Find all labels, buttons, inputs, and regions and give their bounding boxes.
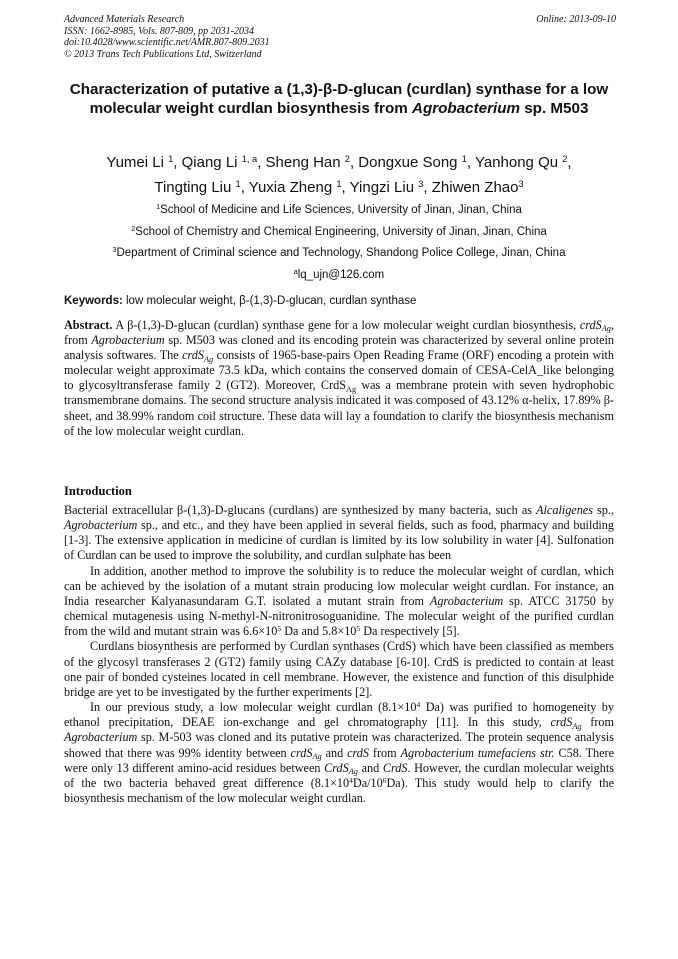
author: Dongxue Song (358, 154, 458, 171)
corresponding-email: $^a$lq_ujn@126.com (293, 267, 385, 281)
abstract: Abstract. A β-(1,3)-D-glucan (curdlan) synthase gene for a low molecular weight curdlan biosynthesis, crdS$_{Ag}$, from Agrobacterium sp. M503 was cloned and its encoding protein was characterized by several online protein analysis softwares. The crdS$_{Ag}$ consists of 1965-base-pairs Open Reading Frame (ORF) encoding a protein with molecular weight approximate 73.5 kDa, which contains the conserved domain of CESA-CelA_like belonging to glycosyltransferase family 2 (GT2). Moreover, CrdS$_{Ag}$ was a membrane protein with seven hydrophobic transmembrane domains. The second structure analysis indicated it was composed of 43.12% α-helix, 17.89% β-sheet, and 38.99% random coil structure. These data will lay a foundation to clarify the biosynthesis mechanism of the low molecular weight curdlan. (64, 318, 614, 438)
affiliation-2: $^2$School of Chemistry and Chemical Engineering, University of Jinan, Jinan, China (131, 224, 547, 238)
doi-line: doi:10.4028/www.scientific.net/AMR.807-809.2031 (64, 37, 270, 48)
affiliations (60, 200, 618, 286)
journal-name: Advanced Materials Research (64, 14, 185, 25)
author: Yuxia Zheng (248, 179, 333, 196)
author: Sheng Han (265, 154, 341, 171)
paragraph: In addition, another method to improve the solubility is to reduce the molecular weight of curdlan, which can be achieved by the isolation of a mutant strain producing low molecular weight curdlan. For instance, an India researcher Kalyanasundaram G.T. isolated a mutant strain from Agrobacterium sp. ATCC 31750 by chemical mutagenesis using N-methyl-N-nitronitrosoguanidine. The molecular weight of the purified curdlan from the wild and mutant strain was $6.6\times 10^5$ Da and $5.8\times 10^5$ Da respectively [5]. (64, 563, 614, 639)
introduction-body (64, 503, 614, 806)
paper-title: Characterization of putative a (1,3)-β-D-glucan (curdlan) synthase for a low molecular weight curdlan biosynthesis from Agrobacterium sp. M503 (69, 81, 609, 117)
issn-line: ISSN: 1662-8985, Vols. 807-809, pp 2031-2034 (64, 25, 254, 37)
section-heading-introduction: Introduction (64, 484, 132, 498)
author: Yanhong Qu (474, 154, 559, 171)
paragraph: Curdlans biosynthesis are performed by Curdlan synthases (CrdS) which have been classified as members of the glycosyl transferases 2 (GT2) family using CAZy database [6-10]. CrdS is predicted to contain at least one pair of bonded cysteines located in cell membrane. However, the existence and function of this disulphide bridge are yet to be investigated by the further experiments [2]. (64, 639, 614, 699)
author: Tingting Liu (154, 179, 232, 196)
paragraph: In our previous study, a low molecular weight curdlan ($8.1\times 10^4$ Da) was purified to homogeneity by ethanol precipitation, DEAE ion-exchange and gel chromatography [11]. In this study, crdS$_{Ag}$ from Agrobacterium sp. M-503 was cloned and its putative protein was characterized. The protein sequence analysis showed that there was 99% identity between crdS$_{Ag}$ and crdS from Agrobacterium tumefaciens str. C58. There were only 13 different amino-acid residues between CrdS$_{Ag}$ and CrdS. However, the curdlan molecular weights of the two bacteria behaved great difference $(8.1\times 10^4Da/10^6Da)$. This study would help to clarify the biosynthesis mechanism of the low molecular weight curdlan. (64, 699, 614, 805)
author-list: Yumei Li $^1$, Qiang Li $^{1, a}$, Sheng Han $^2$, Dongxue Song $^1$, Yanhong Qu $^2$, Tingting Liu $^1$, Yuxia Zheng $^1$, Yingzi Liu $^3$, Zhiwen Zhao$^3$ (106, 153, 572, 196)
author: Yingzi Liu (349, 179, 415, 196)
paragraph: Bacterial extracellular β-(1,3)-D-glucans (curdlans) are synthesized by many bacteria, such as Alcaligenes sp., Agrobacterium sp., and etc., and they have been applied in several fields, such as food, pharmacy and building [1-3]. The extensive application in medicine of curdlan is limited by its low solubility in water [4]. Sulfonation of Curdlan can be used to improve the solubility, and curdlan sulphate has been (64, 503, 614, 563)
author: Qiang Li (181, 154, 238, 171)
author: Yumei Li (106, 154, 164, 171)
copyright-line: © 2013 Trans Tech Publications Ltd, Switzerland (64, 48, 262, 60)
affiliation-3: $^3$Department of Criminal science and Technology, Shandong Police College, Jinan, China (112, 246, 566, 259)
keywords: Keywords: low molecular weight, β-(1,3)-D-glucan, curdlan synthase (64, 295, 417, 307)
online-date: Online: 2013-09-10 (536, 14, 616, 25)
running-header (64, 14, 616, 60)
abstract-label: Abstract. (64, 318, 113, 332)
affiliation-1: $^1$School of Medicine and Life Sciences, University of Jinan, Jinan, China (156, 203, 522, 216)
author: Zhiwen Zhao (431, 179, 519, 196)
